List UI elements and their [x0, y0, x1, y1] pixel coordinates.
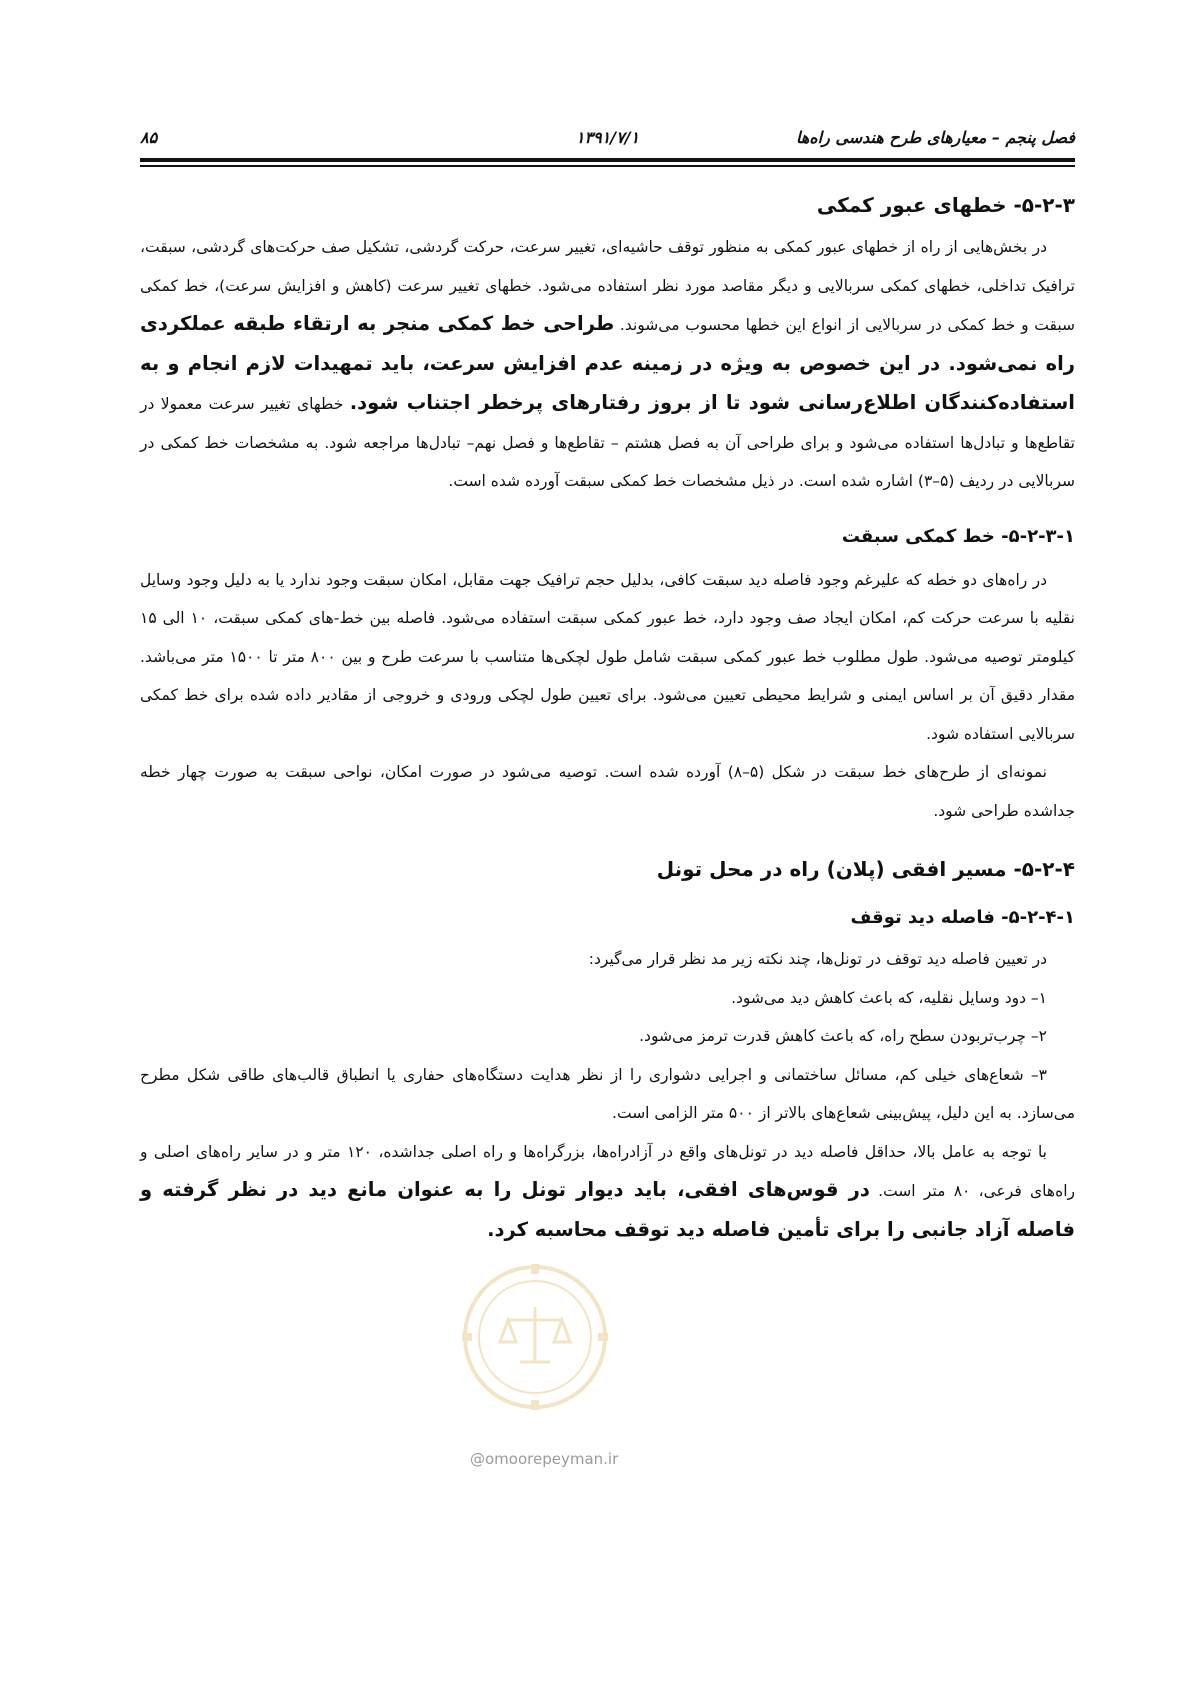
- list-item: ۲– چرب‌تربودن سطح راه، که باعث کاهش قدرت ترمز می‌شود.: [639, 1027, 1047, 1045]
- text-run: در بخش‌هایی از راه از خطهای عبور کمکی به منظور توقف حاشیه‌ای، تغییر سرعت، حرکت گردشی، تشکیل صف حرکت‌های گردشی، سبقت، ترافیک تداخلی، خطهای کمکی سربالایی و دیگر مقاصد مورد نظر استفاده می‌شود. خطهای تغییر سرعت (کاهش و افزایش سرعت)، خط کمکی سبقت و خط کمکی در سربالایی از انواع این خطها محسوب می‌شوند.: [140, 238, 1075, 334]
- section-heading-aux-lanes: ۵-۲-۳- خطهای عبور کمکی: [816, 193, 1075, 217]
- running-header: [140, 128, 1075, 154]
- header-rule-thin: [140, 165, 1075, 167]
- list-item: ۱– دود وسایل نقلیه، که باعث کاهش دید می‌شود.: [731, 988, 1047, 1007]
- header-date: ۱۳۹۱/۷/۱: [575, 128, 640, 147]
- text-run: خطهای تغییر سرعت معمولا در تقاطع‌ها و تبادل‌ها استفاده می‌شود و برای طراحی آن به فصل هشتم – تقاطع‌ها و فصل نهم– تبادل‌ها مراجعه شود. به مشخصات خط کمکی در سربالایی در ردیف (۵–۳) اشاره شده است. در ذیل مشخصات خط کمکی سبقت آورده شده است.: [140, 395, 1075, 490]
- page-number: ۸۵: [140, 128, 158, 147]
- bold-emphasis: طراحی خط کمکی منجر به ارتقاء طبقه عملکردی راه نمی‌شود. در این خصوص به ویژه در زمینه عدم افزایش سرعت، باید تمهیدات لازم انجام و به استفاده‌کنندگان اطلاع‌رسانی شود تا از بروز رفتارهای پرخطر اجتناب شود.: [140, 312, 1075, 414]
- paragraph-aux-lanes: [140, 228, 1075, 501]
- header-rule-thick: [140, 158, 1075, 162]
- watermark-site-text: omoorepeyman.ir: [485, 1450, 619, 1468]
- paragraph-passing-lane: در راه‌های دو خطه که علیرغم وجود فاصله دید سبقت کافی، بدلیل حجم ترافیک جهت مقابل، امکان سبقت وجود ندارد یا به دلیل وجود وسایل نقلیه با سرعت حرکت کم، امکان ایجاد صف وجود دارد، خط عبور کمکی سبقت استفاده می‌شود. فاصله بین خط-های کمکی سبقت، ۱۰ الی ۱۵ کیلومتر توصیه می‌شود. طول مطلوب خط عبور کمکی سبقت شامل طول لچکی‌ها متناسب با سرعت طرح و بین ۸۰۰ متر تا ۱۵۰۰ متر می‌باشد. مقدار دقیق آن بر اساس ایمنی و شرایط محیطی تعیین می‌شود. برای تعیین طول لچکی ورودی و خروجی از مقادیر داده شده برای خط کمکی سربالایی استفاده شود.: [140, 570, 1075, 743]
- seal-watermark-icon: [460, 1262, 610, 1412]
- document-page: [140, 0, 1075, 1684]
- text-run: با توجه به عامل بالا، حداقل فاصله دید در تونل‌های واقع در آزادراه‌ها، بزرگراه‌ها و راه اصلی جداشده، ۱۲۰ متر و در سایر راه‌های اصلی و راه‌های فرعی، ۸۰ متر است.: [140, 1142, 1075, 1200]
- watermark-site: @omoorepeyman.ir: [470, 1450, 619, 1468]
- section-heading-stopping-sight: ۵-۲-۴-۱- فاصله دید توقف: [850, 907, 1075, 928]
- chapter-title: فصل پنجم – معیارهای طرح هندسی راه‌ها: [795, 128, 1075, 147]
- page-body: [140, 190, 1075, 1250]
- section-heading-tunnel-alignment: ۵-۲-۴- مسیر افقی (پلان) راه در محل تونل: [656, 857, 1075, 881]
- section-heading-passing-lane: ۵-۲-۳-۱- خط کمکی سبقت: [841, 525, 1075, 547]
- list-item: ۳– شعاع‌های خیلی کم، مسائل ساختمانی و اجرایی دشواری را از نظر هدایت دستگاه‌های حفاری یا انطباق قالب‌های طاقی شکل مطرح می‌سازد. به این دلیل، پیش‌بینی شعاع‌های بالاتر از ۵۰۰ متر الزامی است.: [140, 1065, 1075, 1122]
- paragraph-min-sight-distance: [140, 1133, 1075, 1251]
- paragraph-stopping-intro: در تعیین فاصله دید توقف در تونل‌ها، چند نکته زیر مد نظر قرار می‌گیرد:: [588, 950, 1047, 968]
- bold-emphasis: در قوس‌های افقی، باید دیوار تونل را به عنوان مانع دید در نظر گرفته و فاصله آزاد جانبی را برای تأمین فاصله دید توقف محاسبه کرد.: [140, 1178, 1075, 1241]
- paragraph-passing-figure-ref: نمونه‌ای از طرح‌های خط سبقت در شکل (۵–۸) آورده شده است. توصیه می‌شود در صورت امکان، نواحی سبقت به صورت چهار خطه جداشده طراحی شود.: [140, 763, 1075, 820]
